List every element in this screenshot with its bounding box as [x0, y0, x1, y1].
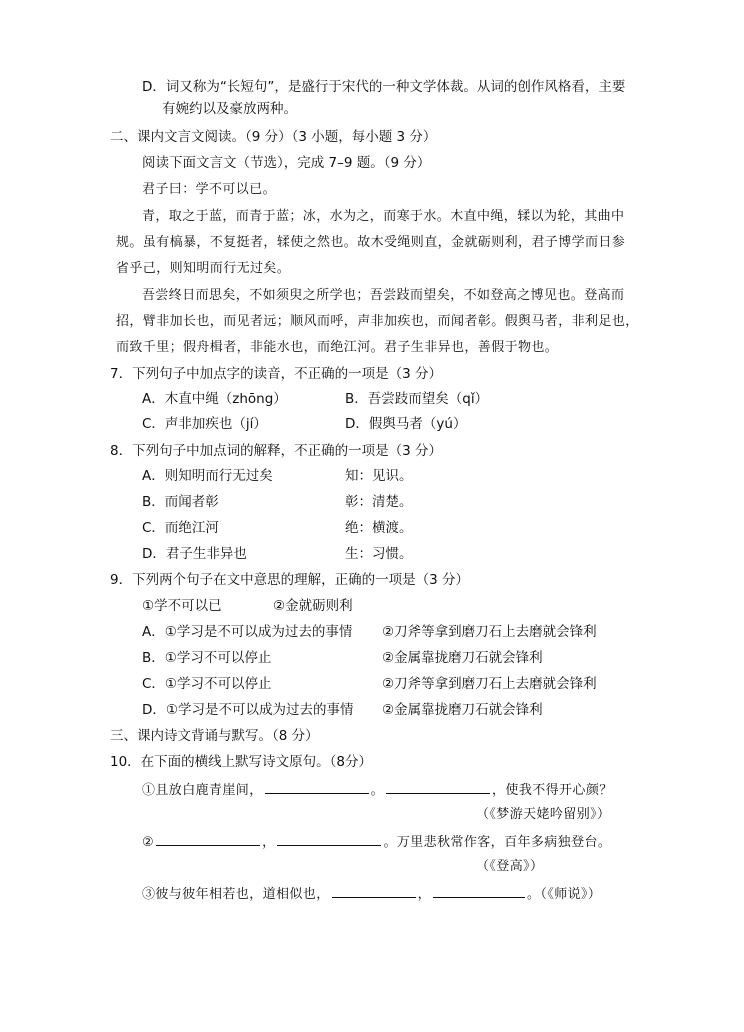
answer-blank[interactable]	[386, 779, 490, 794]
section-heading: 三、课内诗文背诵与默写。（8 分）	[110, 728, 319, 744]
option-left: A．①学习是不可以成为过去的事情	[142, 624, 353, 640]
answer-blank[interactable]	[277, 831, 381, 846]
reading-instruction: 阅读下面文言文（节选），完成 7–9 题。（9 分）	[142, 155, 431, 171]
sentence-1: ①学不可以已	[142, 598, 222, 614]
question-stem: 7．下列句子中加点字的读音，不正确的一项是（3 分）	[110, 366, 442, 382]
option-right: ②金属靠拢磨刀石就会锋利	[382, 702, 543, 718]
option-right: ②刀斧等拿到磨刀石上去磨就会锋利	[382, 624, 597, 640]
item-text: ，使我不得开心颜？	[492, 783, 613, 798]
passage-line: 而致千里；假舟楫者，非能水也，而绝江河。君子生非异也，善假于物也。	[116, 340, 559, 355]
option-right: ②金属靠拢磨刀石就会锋利	[382, 650, 543, 666]
item-text: 。万里悲秋常作客，百年多病独登台。	[383, 835, 612, 850]
question-stem: 10．在下面的横线上默写诗文原句。（8分）	[110, 754, 373, 770]
answer-blank[interactable]	[156, 831, 260, 846]
option-right: 绝：横渡。	[345, 520, 413, 536]
passage-line: 吾尝终日而思矣，不如须臾之所学也；吾尝跂而望矣，不如登高之博见也。登高而	[142, 288, 625, 303]
item-text: 。（《师说》）	[527, 887, 602, 902]
option-c: C．声非加疾也（jí）	[142, 416, 267, 432]
option-left: B．①学习不可以停止	[142, 650, 272, 666]
option-right: 知：见识。	[345, 468, 413, 484]
option-left: B．而闻者彰	[142, 494, 219, 510]
item-text: ②	[142, 835, 155, 850]
passage-line: 省乎己，则知明而行无过矣。	[116, 261, 291, 276]
question-stem: 9．下列两个句子在文中意思的理解，正确的一项是（3 分）	[110, 572, 469, 588]
source-title: （《登高》）	[476, 859, 544, 874]
item-text: ，	[262, 835, 276, 850]
option-right: ②刀斧等拿到磨刀石上去磨就会锋利	[382, 676, 597, 692]
passage-line: 规。虽有槁暴，不复挺者，𫐓使之然也。故木受绳则直，金就砺则利，君子博学而日参	[116, 235, 626, 250]
option-d-line1: D．词又称为“长短句”，是盛行于宋代的一种文学体裁。从词的创作风格看，主要	[142, 79, 626, 95]
option-left: C．①学习不可以停止	[142, 676, 272, 692]
option-a: A．木直中绳（zhōng）	[142, 391, 287, 407]
question-stem: 8．下列句子中加点词的解释，不正确的一项是（3 分）	[110, 443, 442, 459]
source-title: （《梦游天姥吟留别》）	[476, 807, 611, 822]
answer-blank[interactable]	[332, 883, 416, 898]
option-left: D．君子生非异也	[142, 546, 247, 562]
item-text: ，	[417, 887, 432, 902]
answer-blank[interactable]	[265, 779, 369, 794]
option-left: C．而绝江河	[142, 520, 219, 536]
option-b: B．吾尝跂而望矣（qǐ）	[345, 391, 489, 407]
passage-line: 君子曰：学不可以已。	[142, 182, 277, 197]
recitation-item-3	[142, 883, 601, 905]
section-heading: 二、课内文言文阅读。（9 分）（3 小题，每小题 3 分）	[110, 129, 437, 145]
recitation-item-2	[142, 831, 611, 853]
option-d: D．假舆马者（yú）	[345, 416, 467, 432]
item-text: ③彼与彼年相若也，道相似也，	[142, 887, 330, 902]
option-left: A．则知明而行无过矣	[142, 468, 273, 484]
option-right: 彰：清楚。	[345, 494, 413, 510]
item-text: ①且放白鹿青崖间，	[142, 783, 263, 798]
option-d-line2: 有婉约以及豪放两种。	[162, 101, 297, 117]
answer-blank[interactable]	[433, 883, 525, 898]
passage-line: 招，臂非加长也，而见者远；顺风而呼，声非加疾也，而闻者彰。假舆马者，非利足也，	[116, 314, 639, 329]
option-right: 生：习惯。	[345, 546, 413, 562]
item-text: 。	[370, 783, 385, 798]
passage-line: 青，取之于蓝，而青于蓝；冰，水为之，而寒于水。木直中绳，𫐓以为轮，其曲中	[142, 209, 625, 224]
option-left: D．①学习是不可以成为过去的事情	[142, 702, 354, 718]
recitation-item-1	[142, 779, 613, 801]
sentence-2: ②金就砺则利	[273, 598, 353, 614]
